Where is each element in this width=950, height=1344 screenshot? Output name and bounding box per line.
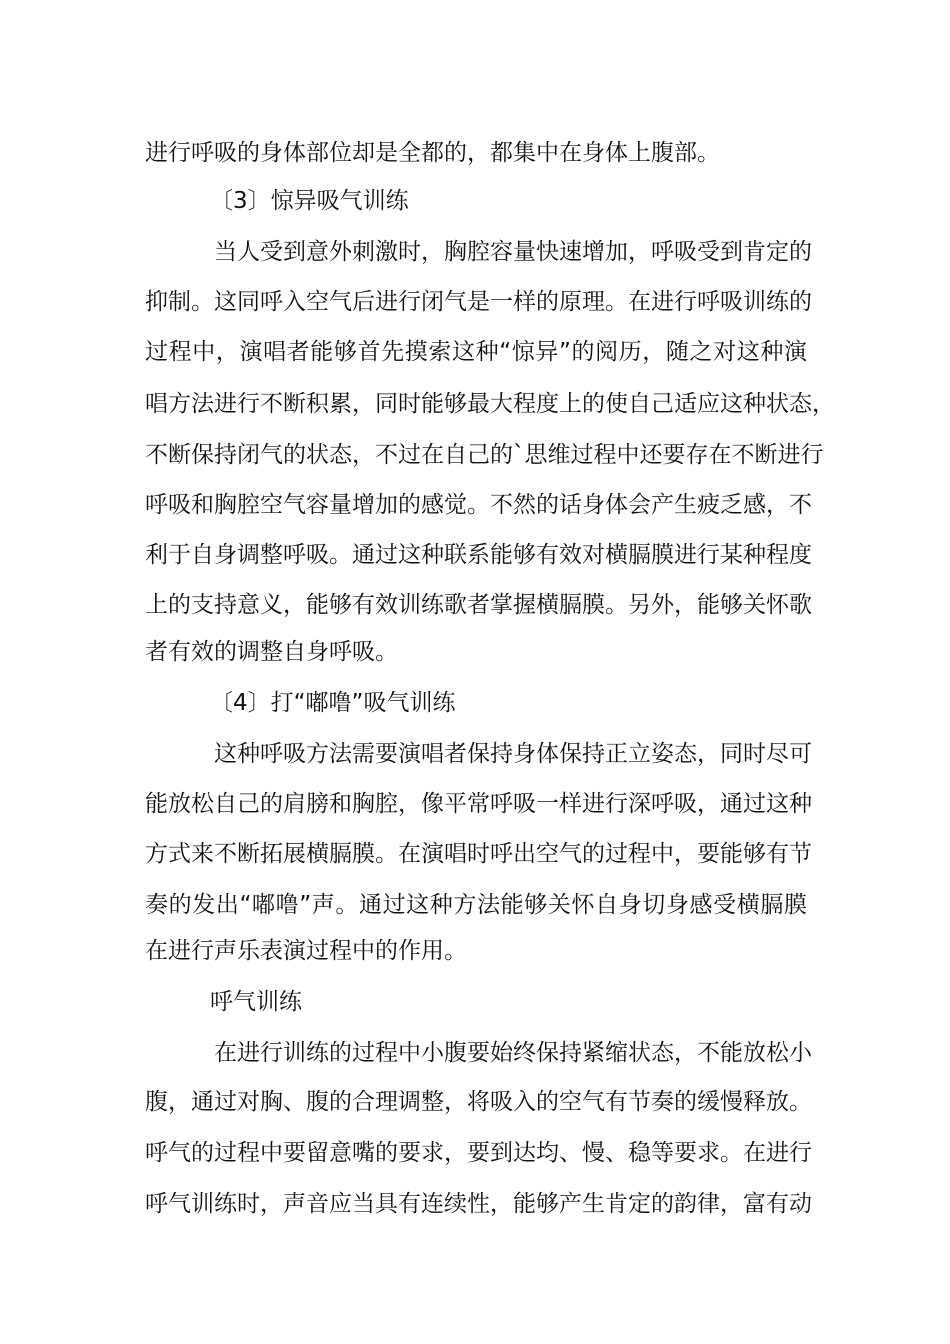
section-heading-breath-out: 呼气训练 <box>210 989 302 1015</box>
paragraph-line: 唱方法进行不断积累，同时能够最大程度上的使自己适应这种状态， <box>145 391 835 417</box>
paragraph-line: 呼气的过程中要留意嘴的要求，要到达均、慢、稳等要求。在进行 <box>145 1140 812 1166</box>
paragraph-line: 奏的发出“嘟噜”声。通过这种方法能够关怀自身切身感受横膈膜 <box>145 892 807 918</box>
section-heading-3: 〔3〕惊异吸气训练 <box>210 188 409 214</box>
paragraph-line: 当人受到意外刺激时，胸腔容量快速增加，呼吸受到肯定的 <box>214 239 812 265</box>
section-heading-4: 〔4〕打“嘟噜”吸气训练 <box>210 690 456 716</box>
paragraph-line: 不断保持闭气的状态，不过在自己的`思维过程中还要存在不断进行 <box>145 442 824 468</box>
paragraph-line: 这种呼吸方法需要演唱者保持身体保持正立姿态，同时尽可 <box>214 741 812 767</box>
paragraph-line: 在进行训练的过程中小腹要始终保持紧缩状态，不能放松小 <box>214 1040 812 1066</box>
paragraph-line: 能放松自己的肩膀和胸腔，像平常呼吸一样进行深呼吸，通过这种 <box>145 791 812 817</box>
paragraph-line: 方式来不断拓展横膈膜。在演唱时呼出空气的过程中，要能够有节 <box>145 841 812 867</box>
paragraph-line: 进行呼吸的身体部位却是全都的，都集中在身体上腹部。 <box>145 140 720 166</box>
paragraph-line: 利于自身调整呼吸。通过这种联系能够有效对横膈膜进行某种程度 <box>145 542 812 568</box>
paragraph-line: 呼吸和胸腔空气容量增加的感觉。不然的话身体会产生疲乏感，不 <box>145 492 812 518</box>
paragraph-line: 者有效的调整自身呼吸。 <box>145 639 398 665</box>
paragraph-line: 过程中，演唱者能够首先摸索这种“惊异”的阅历，随之对这种演 <box>145 339 807 365</box>
paragraph-line: 在进行声乐表演过程中的作用。 <box>145 938 467 964</box>
paragraph-line: 呼气训练时，声音应当具有连续性，能够产生肯定的韵律，富有动 <box>145 1191 812 1217</box>
paragraph-line: 上的支持意义，能够有效训练歌者掌握横膈膜。另外，能够关怀歌 <box>145 592 812 618</box>
paragraph-line: 腹，通过对胸、腹的合理调整，将吸入的空气有节奏的缓慢释放。 <box>145 1089 812 1115</box>
paragraph-line: 抑制。这同呼入空气后进行闭气是一样的原理。在进行呼吸训练的 <box>145 289 812 315</box>
